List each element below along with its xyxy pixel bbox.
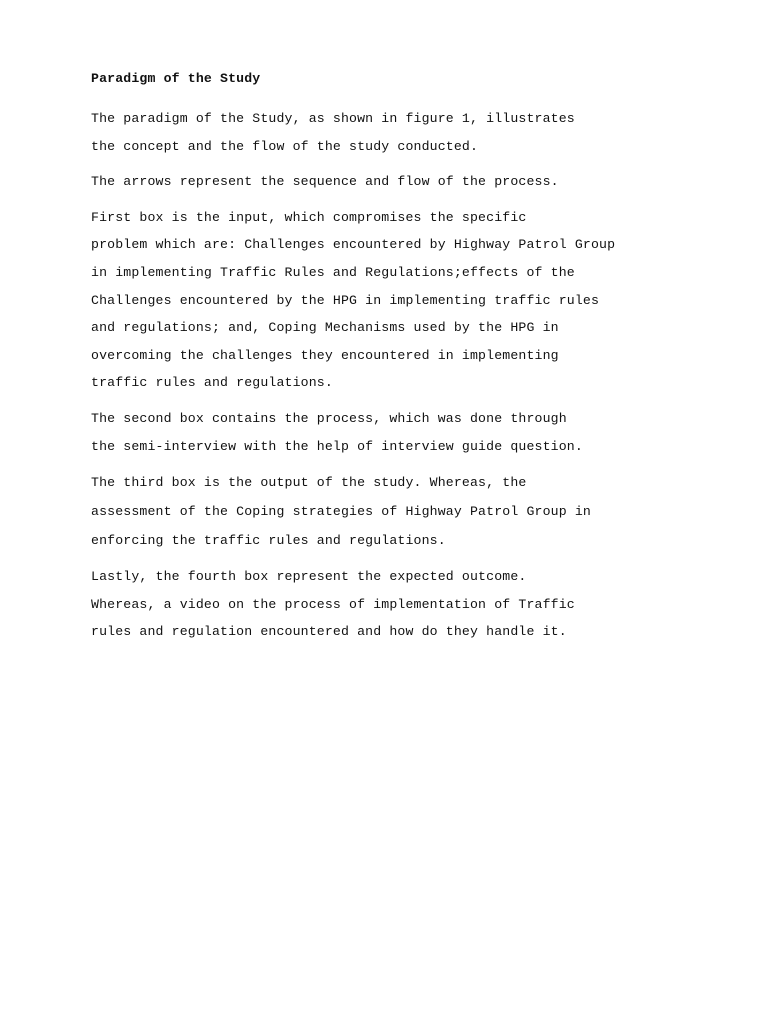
section-heading: Paradigm of the Study <box>91 71 261 86</box>
document-body <box>91 69 691 646</box>
paragraph-fourth-box: Lastly, the fourth box represent the expected outcome. Whereas, a video on the process of implementation of Traffic rules and regulation encountered and how do they handle it. <box>91 569 575 640</box>
paragraph-third-box: The third box is the output of the study. Whereas, the assessment of the Coping strategies of Highway Patrol Group in enforcing the traffic rules and regulations. <box>91 475 591 549</box>
paragraph-second-box: The second box contains the process, which was done through the semi-interview with the help of interview guide question. <box>91 410 583 454</box>
paragraph-first-box: First box is the input, which compromises the specific problem which are: Challenges encountered by Highway Patrol Group in implementing Traffic Rules and Regulations;effects of the Challenges encountered by the HPG in implementing traffic rules and regulations; and, Coping Mechanisms used by the HPG in overcoming the challenges they encountered in implementing traffic rules and regulations. <box>91 209 616 391</box>
paragraph-paradigm-intro: The paradigm of the Study, as shown in figure 1, illustrates the concept and the flow of the study conducted. <box>91 111 575 154</box>
paragraph-arrows: The arrows represent the sequence and flow of the process. <box>91 174 559 190</box>
